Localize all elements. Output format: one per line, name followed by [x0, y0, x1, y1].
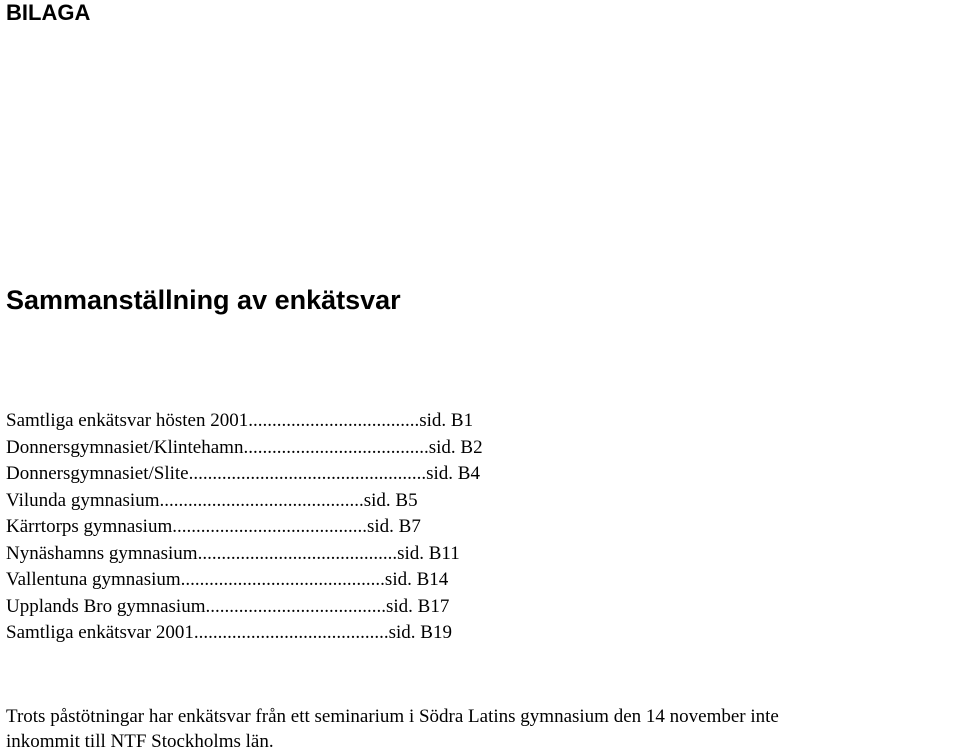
page-title: Sammanställning av enkätsvar	[6, 285, 401, 315]
toc-entry-name: Donnersgymnasiet/Klintehamn	[6, 436, 244, 458]
toc-leader-dots: ......................................	[205, 595, 386, 617]
toc-leader-dots: ..................................................	[188, 463, 427, 484]
toc-page-ref: sid. B7	[366, 516, 421, 537]
toc-entry	[6, 620, 483, 647]
toc-entry	[6, 514, 483, 541]
toc-leader-dots: ...........................................	[180, 569, 385, 590]
toc-entry	[6, 541, 483, 568]
toc-page-ref: sid. B14	[384, 569, 449, 590]
toc-entry-name: Vilunda gymnasium	[6, 489, 160, 511]
toc-entry	[6, 408, 483, 435]
footnote-line-2: inkommit till NTF Stockholms län.	[6, 731, 274, 752]
appendix-label: BILAGA	[6, 0, 91, 25]
toc-page-ref: sid. B19	[388, 622, 452, 643]
toc-leader-dots: .........................................	[193, 622, 389, 643]
toc-page-ref: sid. B11	[397, 542, 460, 564]
toc-entry-name: Samtliga enkätsvar hösten 2001	[6, 410, 249, 431]
toc-entry-name: Vallentuna gymnasium	[6, 569, 181, 590]
toc-page-ref: sid. B4	[426, 463, 480, 484]
toc-entry	[6, 461, 483, 488]
toc-entry-name: Kärrtorps gymnasium	[6, 516, 173, 537]
toc-entry	[6, 594, 483, 621]
toc-entry	[6, 435, 483, 462]
footnote-paragraph	[6, 704, 960, 754]
toc-leader-dots: ...........................................	[159, 489, 364, 511]
toc-page-ref: sid. B17	[386, 595, 450, 617]
toc-page-ref: sid. B5	[363, 489, 418, 511]
table-of-contents	[6, 408, 483, 647]
footnote-line-1: Trots påstötningar har enkätsvar från ett seminarium i Södra Latins gymnasium den 14 november inte	[6, 706, 779, 727]
toc-entry-name: Nynäshamns gymnasium	[6, 542, 198, 564]
toc-page-ref: sid. B1	[419, 410, 474, 431]
toc-leader-dots: ....................................	[248, 410, 420, 431]
toc-entry-name: Samtliga enkätsvar 2001	[6, 622, 194, 643]
toc-entry	[6, 488, 483, 515]
toc-leader-dots: .......................................	[243, 436, 429, 458]
toc-leader-dots: .........................................	[172, 516, 367, 537]
toc-entry	[6, 567, 483, 594]
toc-entry-name: Upplands Bro gymnasium	[6, 595, 206, 617]
toc-page-ref: sid. B2	[428, 436, 483, 458]
toc-leader-dots: ..........................................	[197, 542, 398, 564]
toc-entry-name: Donnersgymnasiet/Slite	[6, 463, 189, 484]
